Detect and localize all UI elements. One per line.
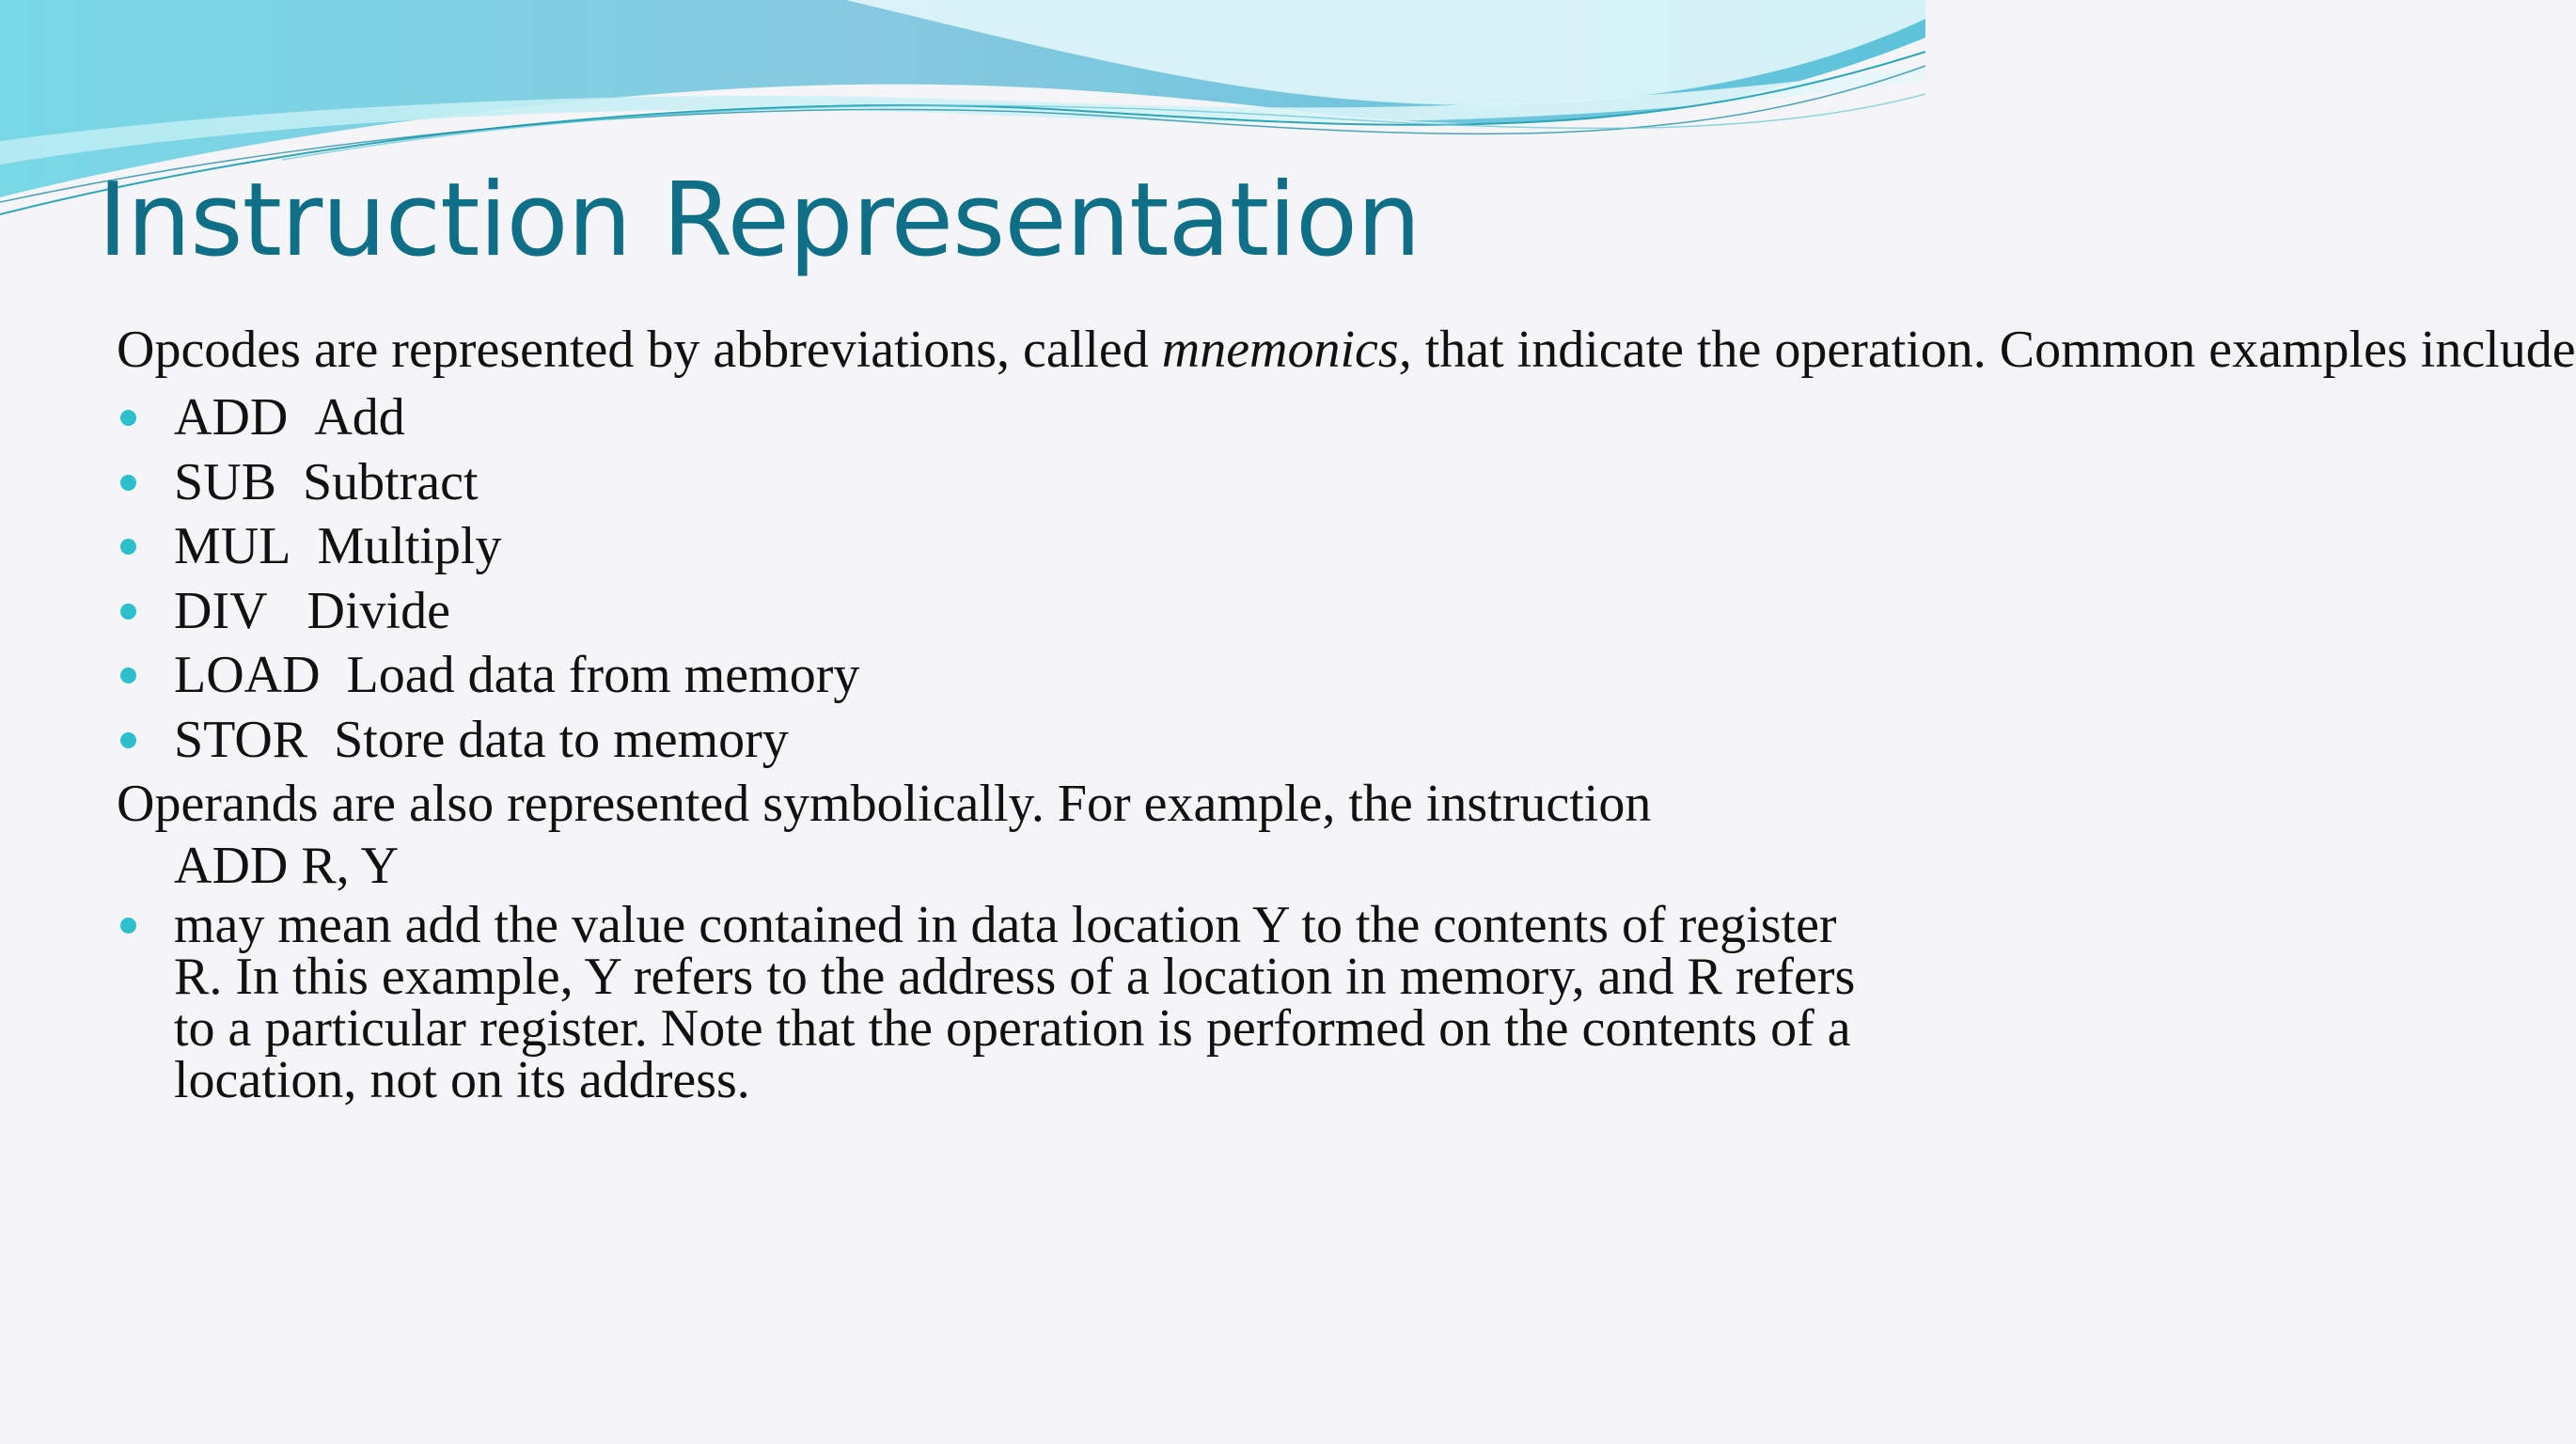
slide-title: Instruction Representation (98, 162, 1421, 279)
list-item (117, 450, 1884, 515)
intro-text-start: Opcodes are represented by abbreviations, called (117, 321, 1162, 379)
list-item (117, 643, 1884, 708)
mnemonic-meaning: Divide (306, 581, 450, 640)
bullet-icon (120, 732, 136, 748)
intro-text-end: that indicate the operation. Common examples include (1411, 321, 2576, 379)
example-instruction: ADD R, Y (174, 837, 400, 895)
slide-body (117, 321, 2576, 1109)
mnemonic-code: ADD (174, 388, 289, 447)
bullet-icon (120, 604, 136, 620)
mnemonic-code: MUL (174, 517, 291, 575)
list-item (117, 514, 1884, 579)
mnemonic-meaning: Multiply (317, 517, 502, 575)
operands-paragraph: Operands are also represented symbolically. For example, the instruction (117, 775, 1652, 833)
bullet-icon (120, 539, 136, 555)
mnemonic-code: LOAD (174, 646, 321, 704)
explanation-item (117, 896, 1894, 1109)
mnemonic-code: SUB (174, 452, 276, 511)
bullet-icon (120, 918, 136, 934)
bullet-icon (120, 667, 136, 683)
mnemonic-meaning: Add (314, 388, 405, 447)
mnemonic-meaning: Store data to memory (334, 710, 789, 769)
mnemonic-meaning: Load data from memory (346, 646, 860, 704)
list-item (117, 708, 1884, 773)
bullet-icon (120, 410, 136, 426)
bullet-icon (120, 475, 136, 491)
mnemonic-code: DIV (174, 581, 268, 640)
explanation-text: may mean add the value contained in data location Y to the contents of register R. In this example, Y refers to the address of a location in memory, and R refers to a particular register. Note that the operation is performed on the contents of a location, not on its address. (174, 896, 1856, 1109)
mnemonics-term: mnemonics, (1161, 321, 1412, 379)
mnemonic-list (117, 385, 1884, 772)
intro-paragraph (117, 321, 2576, 379)
mnemonic-meaning: Subtract (302, 452, 479, 511)
mnemonic-code: STOR (174, 710, 308, 769)
list-item (117, 385, 1884, 450)
list-item (117, 579, 1884, 644)
